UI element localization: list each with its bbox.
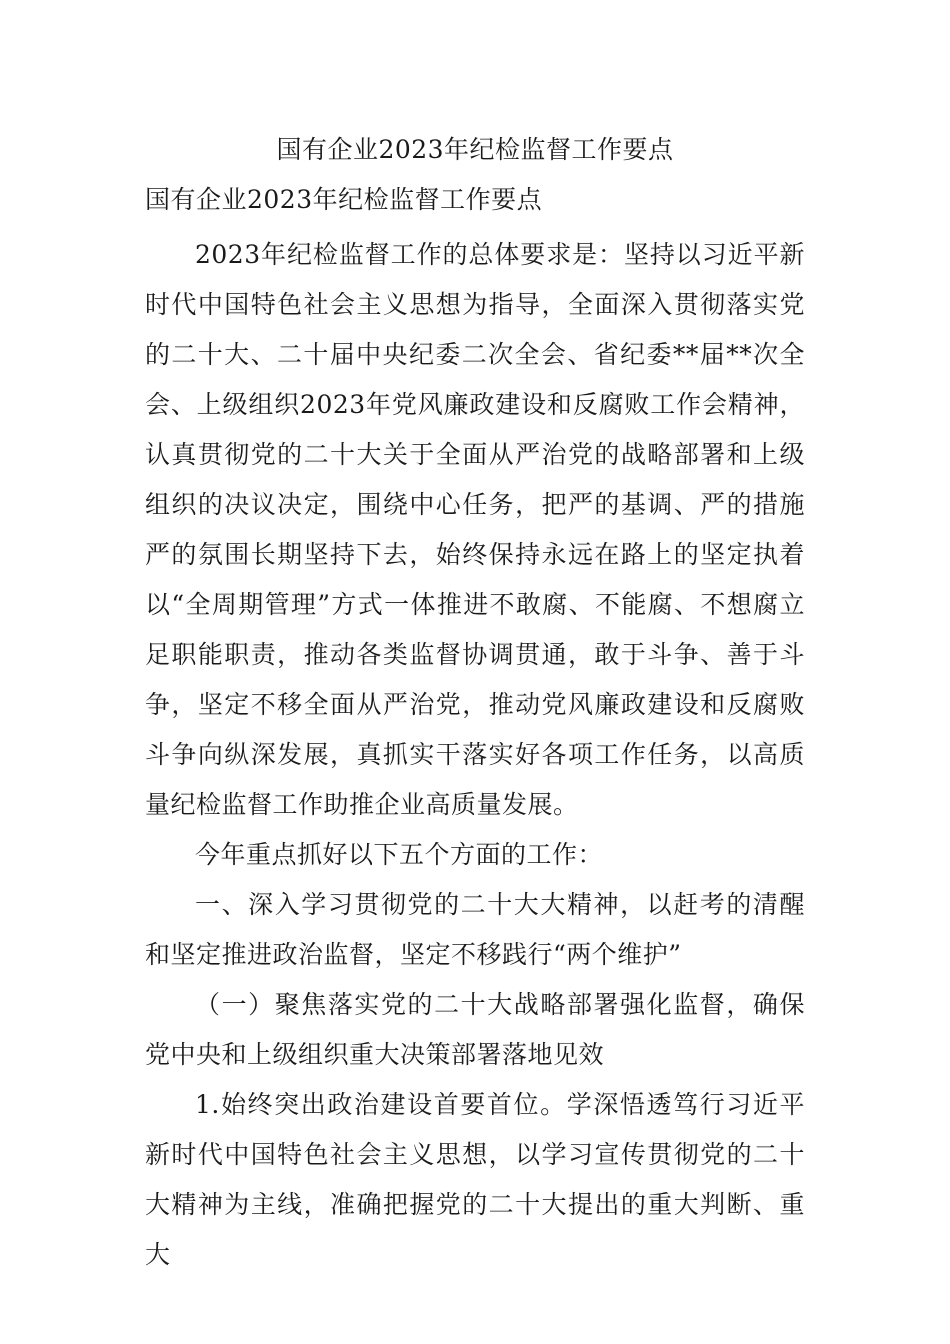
- paragraph-key-tasks-intro: 今年重点抓好以下五个方面的工作：: [195, 840, 604, 869]
- section-heading-1: 一、深入学习贯彻党的二十大大精神，以赶考的清醒和坚定推进政治监督，坚定不移践行“两个维护”: [145, 890, 805, 969]
- document-title: 国有企业2023年纪检监督工作要点: [276, 135, 674, 164]
- paragraph-general-requirements: 2023年纪检监督工作的总体要求是：坚持以习近平新时代中国特色社会主义思想为指导，全面深入贯彻落实党的二十大、二十届中央纪委二次全会、省纪委**届**次全会、上级组织2023年党风廉政建设和反腐败工作会精神，认真贯彻党的二十大关于全面从严治党的战略部署和上级组织的决议决定，围绕中心任务，把严的基调、严的措施严的氛围长期坚持下去，始终保持永远在路上的坚定执着以“全周期管理”方式一体推进不敢腐、不能腐、不想腐立足职能职责，推动各类监督协调贯通，敢于斗争、善于斗争，坚定不移全面从严治党，推动党风廉政建设和反腐败斗争向纵深发展，真抓实干落实好各项工作任务，以高质量纪检监督工作助推企业高质量发展。: [145, 240, 805, 819]
- document-subtitle: 国有企业2023年纪检监督工作要点: [145, 185, 543, 214]
- document-body: [145, 230, 805, 1280]
- subsection-heading-1-1: （一）聚焦落实党的二十大战略部署强化监督，确保党中央和上级组织重大决策部署落地见效: [145, 990, 805, 1069]
- paragraph-item-1: 1.始终突出政治建设首要首位。学深悟透笃行习近平新时代中国特色社会主义思想，以学习宣传贯彻党的二十大精神为主线，准确把握党的二十大提出的重大判断、重大: [145, 1090, 805, 1269]
